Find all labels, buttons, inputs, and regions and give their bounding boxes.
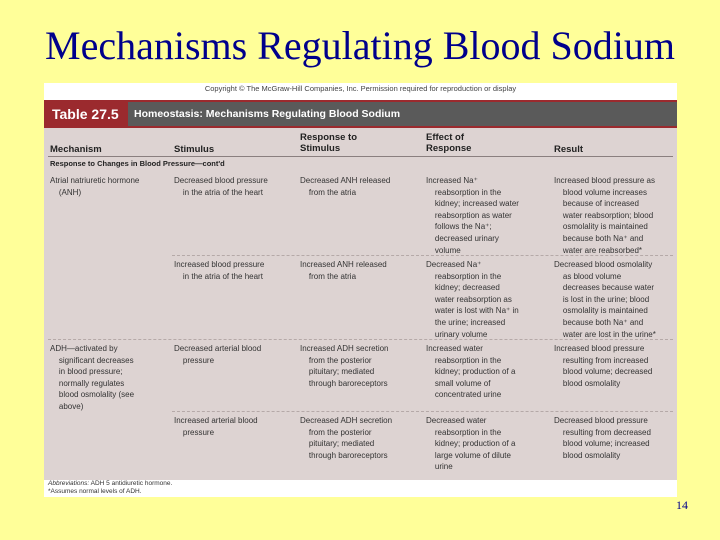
- table-figure: [44, 100, 677, 497]
- abbreviations-footnote: [48, 480, 677, 488]
- table-footnotes: [44, 480, 677, 497]
- row1-response: Decreased ANH released from the atria: [300, 176, 391, 197]
- row1-result: Increased blood pressure as blood volume increases because of increased water reabsorption; blood osmolality is maintained because both Na⁺ and water are reabsorbed*: [554, 176, 655, 255]
- copyright-notice: Copyright © The McGraw-Hill Companies, Inc. Permission required for reproduction or display: [44, 83, 677, 100]
- row2-effect: Decreased Na⁺ reabsorption in the kidney; decreased water reabsorption as water is lost with Na⁺ in the urine; increased urinary volume: [426, 260, 519, 339]
- abbreviations-label: Abbreviations:: [48, 480, 90, 487]
- row2-stimulus: Increased blood pressure in the atria of the heart: [174, 260, 265, 281]
- row2-result: Decreased blood osmolality as blood volume decreases because water is lost in the urine; blood osmolality is maintained because both Na⁺ and water are lost in the urine*: [554, 260, 656, 339]
- row3-result: Increased blood pressure resulting from increased blood volume; decreased blood osmolality: [554, 344, 653, 388]
- page-number: 14: [676, 498, 688, 512]
- column-header-result: Result: [554, 144, 584, 155]
- column-header-response: Response to Stimulus: [300, 132, 358, 154]
- row1-stimulus: Decreased blood pressure in the atria of the heart: [174, 176, 268, 197]
- row1-effect: Increased Na⁺ reabsorption in the kidney; increased water reabsorption as water follows the Na⁺; decreased urinary volume: [426, 176, 519, 255]
- row-divider: [48, 339, 673, 340]
- abbreviations-text: ADH 5 antidiuretic hormone.: [89, 480, 173, 487]
- row1-mechanism: Atrial natriuretic hormone (ANH): [50, 176, 140, 197]
- row4-effect: Decreased water reabsorption in the kidney; production of a large volume of dilute urine: [426, 416, 516, 472]
- row3-effect: Increased water reabsorption in the kidney; production of a small volume of concentrated urine: [426, 344, 516, 400]
- table-body: [44, 128, 677, 480]
- slide-title: Mechanisms Regulating Blood Sodium: [45, 23, 675, 68]
- column-header-mechanism: Mechanism: [50, 144, 102, 155]
- row-divider: [172, 255, 673, 256]
- row2-response: Increased ANH released from the atria: [300, 260, 387, 281]
- table-number: Table 27.5: [44, 100, 128, 128]
- row-divider: [172, 411, 673, 412]
- header-divider: [48, 156, 673, 157]
- column-header-stimulus: Stimulus: [174, 144, 215, 155]
- row3-response: Increased ADH secretion from the posterior pituitary; mediated through baroreceptors: [300, 344, 389, 388]
- assumption-footnote: *Assumes normal levels of ADH.: [48, 488, 142, 495]
- row3-stimulus: Decreased arterial blood pressure: [174, 344, 262, 365]
- row4-result: Decreased blood pressure resulting from decreased blood volume; increased blood osmolality: [554, 416, 651, 460]
- table-caption: Homeostasis: Mechanisms Regulating Blood Sodium: [128, 102, 677, 126]
- row3-mechanism: ADH—activated by significant decreases in blood pressure; normally regulates blood osmolality (see above): [50, 344, 135, 411]
- column-header-effect: Effect of Response: [426, 132, 472, 154]
- section-label: Response to Changes in Blood Pressure—cont'd: [50, 159, 225, 168]
- row4-stimulus: Increased arterial blood pressure: [174, 416, 258, 437]
- row4-response: Decreased ADH secretion from the posterior pituitary; mediated through baroreceptors: [300, 416, 393, 460]
